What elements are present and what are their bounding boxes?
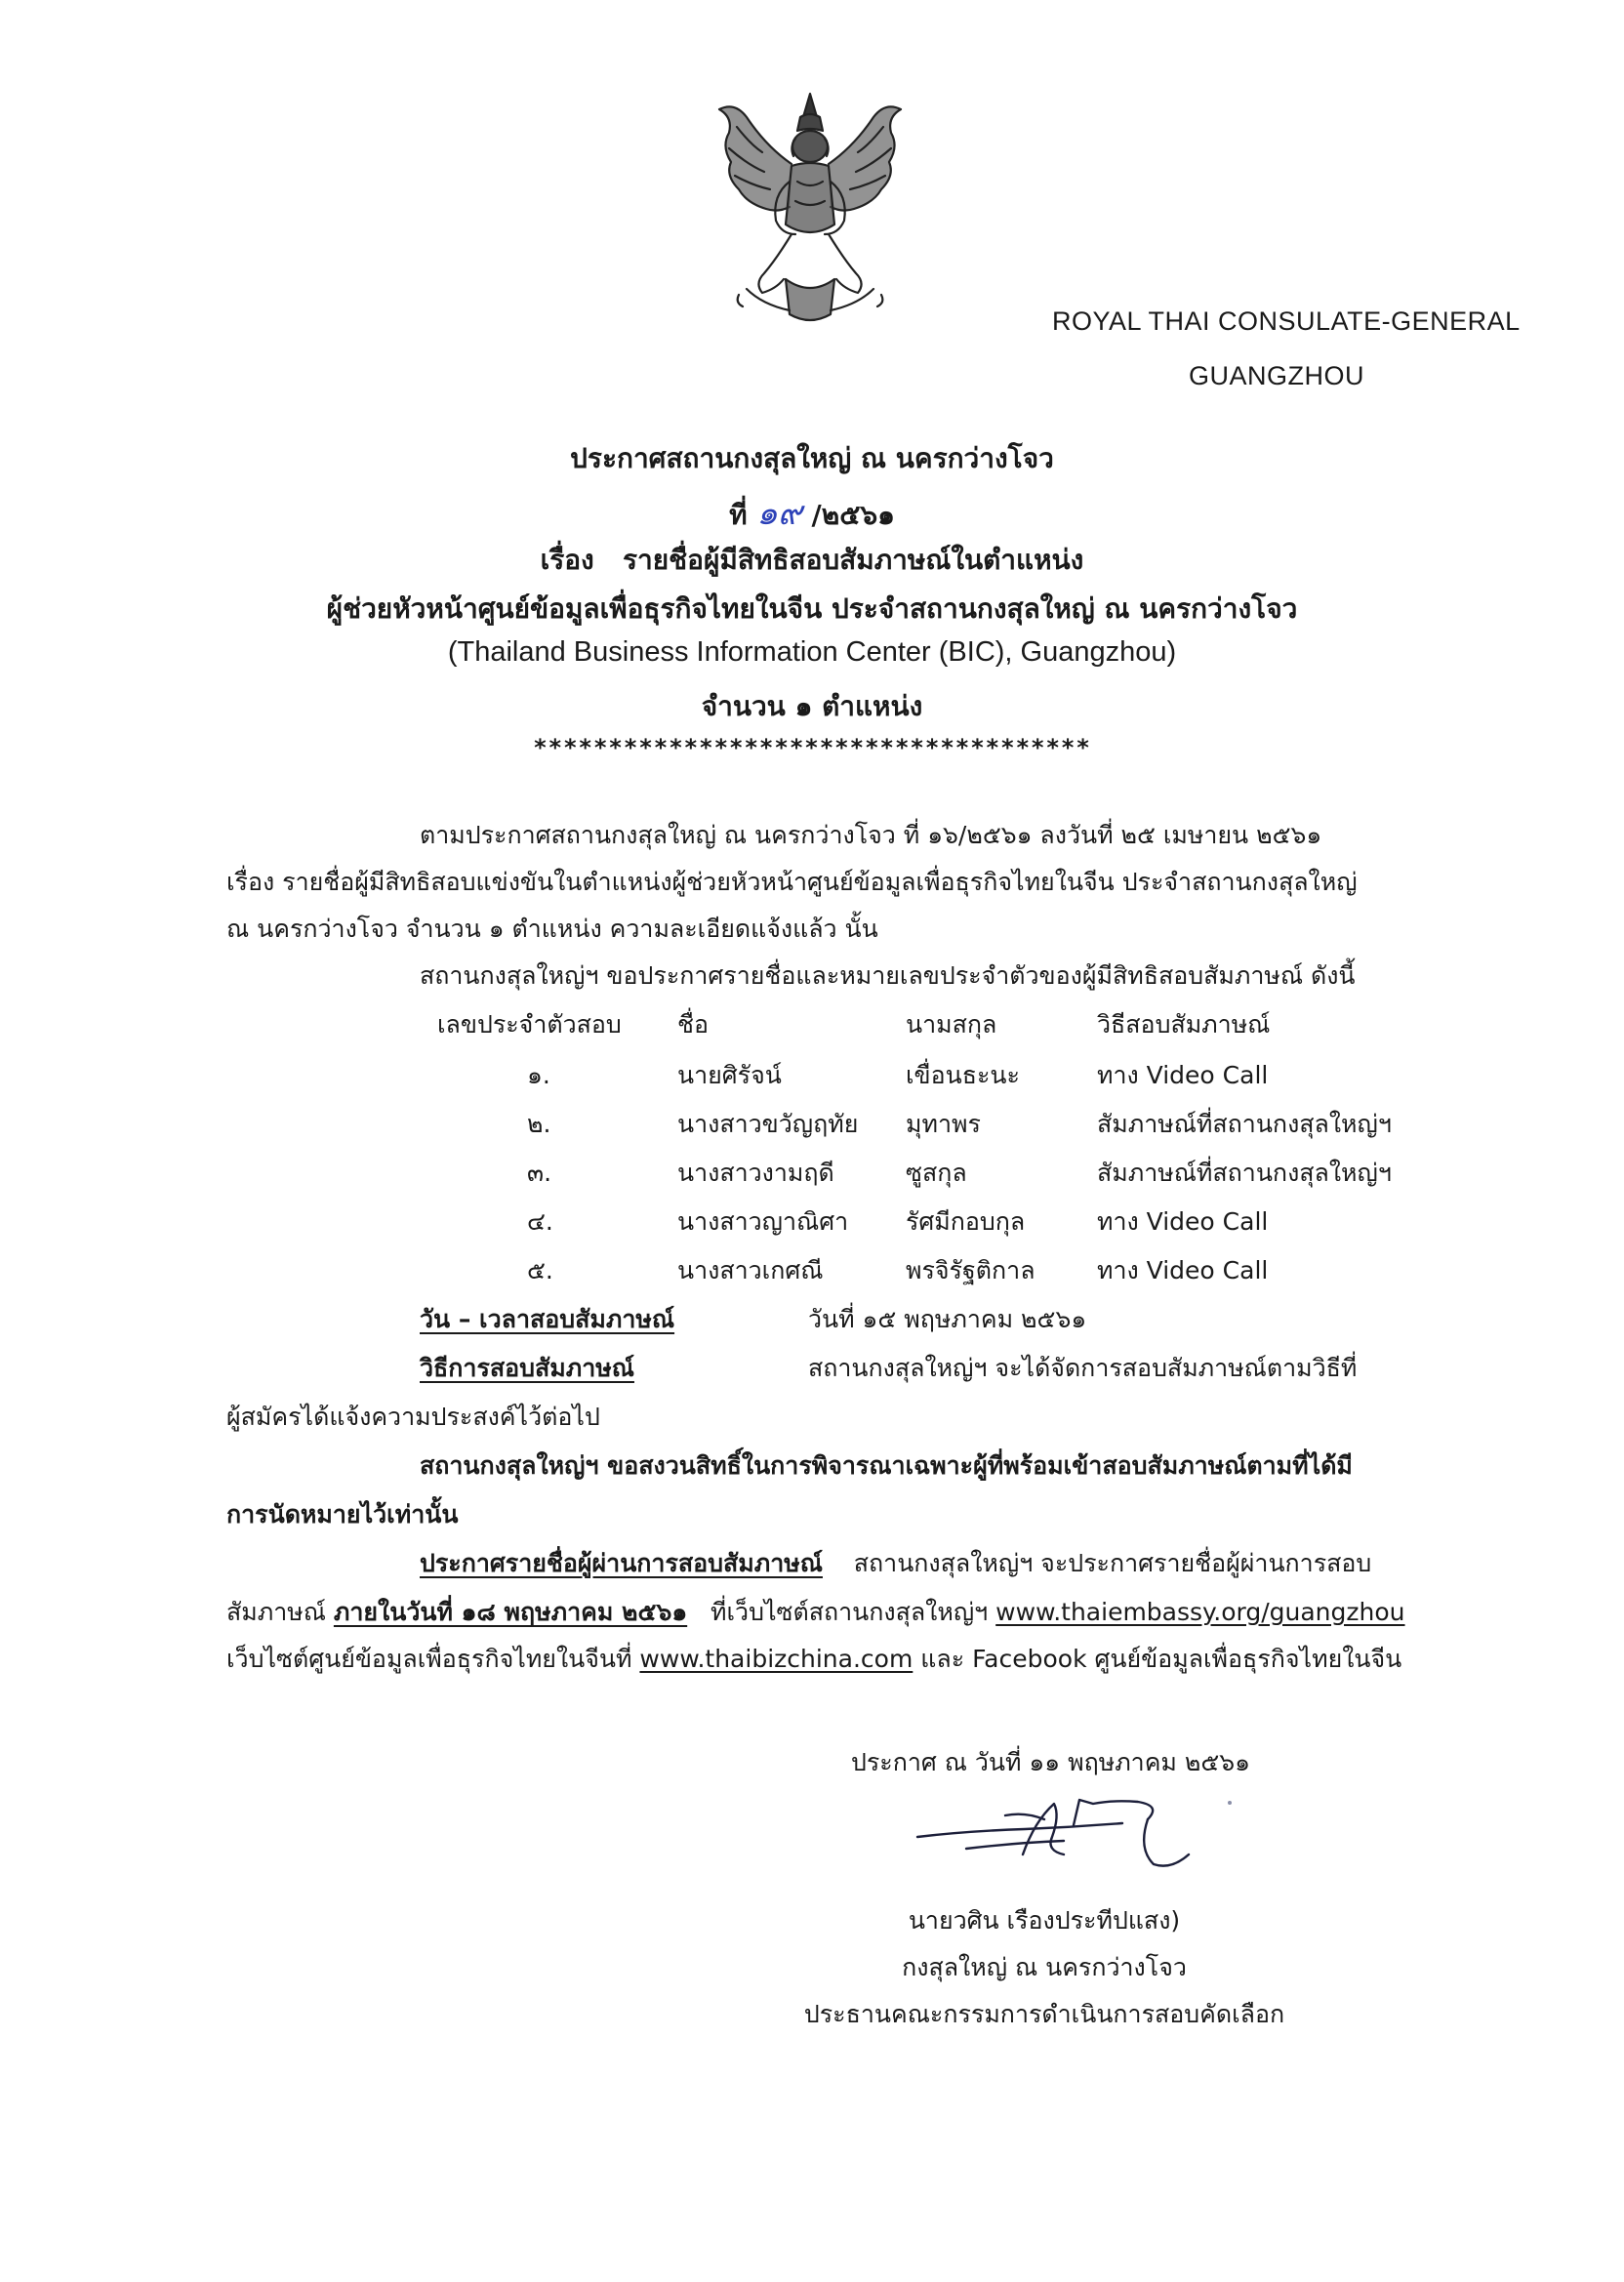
signer-title2: ประธานคณะกรรมการดำเนินการสอบคัดเลือก [803, 2000, 1285, 2028]
row-number: ๓. [527, 1159, 552, 1187]
schedule-datetime-label: วัน – เวลาสอบสัมภาษณ์ [420, 1305, 675, 1333]
schedule-method-label: วิธีการสอบสัมภาษณ์ [420, 1354, 634, 1382]
schedule-datetime-value: วันที่ ๑๕ พฤษภาคม ๒๕๖๑ [808, 1305, 1087, 1333]
row-surname: เขื่อนธะนะ [906, 1061, 1020, 1089]
row-name: นางสาวญาณิศา [677, 1207, 849, 1236]
row-name: นางสาวเกศณี [677, 1256, 824, 1284]
row-number: ๑. [527, 1061, 550, 1089]
row-surname: มุทาพร [906, 1110, 981, 1138]
results-label: ประกาศรายชื่อผู้ผ่านการสอบสัมภาษณ์ [420, 1549, 823, 1577]
row-surname: ซูสกุล [906, 1159, 967, 1187]
paragraph2: สถานกงสุลใหญ่ฯ ขอประกาศรายชื่อและหมายเลขประจำตัวของผู้มีสิทธิสอบสัมภาษณ์ ดังนี้ [420, 961, 1356, 990]
subject-line1 [0, 539, 1624, 582]
table-header-surname: นามสกุล [906, 1010, 997, 1039]
number-suffix: /๒๕๖๑ [811, 499, 895, 531]
row-number: ๒. [527, 1110, 551, 1138]
results-line3-end: และ Facebook ศูนย์ข้อมูลเพื่อธุรกิจไทยในจีน [920, 1645, 1402, 1673]
results-line2-start: สัมภาษณ์ [226, 1598, 326, 1626]
row-method: ทาง Video Call [1097, 1061, 1269, 1089]
results-line1-text: สถานกงสุลใหญ่ฯ จะประกาศรายชื่อผู้ผ่านการสอบ [853, 1549, 1372, 1577]
paragraph1-line2: เรื่อง รายชื่อผู้มีสิทธิสอบแข่งขันในตำแหน่งผู้ช่วยหัวหน้าศูนย์ข้อมูลเพื่อธุรกิจไทยในจีน ประจำสถานกงสุลใหญ่ [226, 868, 1358, 896]
row-method: สัมภาษณ์ที่สถานกงสุลใหญ่ฯ [1097, 1159, 1392, 1187]
schedule-method-value: สถานกงสุลใหญ่ฯ จะได้จัดการสอบสัมภาษณ์ตามวิธีที่ [808, 1354, 1358, 1382]
paragraph1-line3: ณ นครกว่างโจว จำนวน ๑ ตำแหน่ง ความละเอียดแจ้งแล้ว นั้น [226, 915, 878, 943]
signature-dot [1228, 1801, 1232, 1805]
announce-date: ประกาศ ณ วันที่ ๑๑ พฤษภาคม ๒๕๖๑ [851, 1748, 1250, 1776]
consulate-name-line2: GUANGZHOU [1189, 361, 1364, 390]
subject-text1: รายชื่อผู้มีสิทธิสอบสัมภาษณ์ในตำแหน่ง [622, 544, 1084, 576]
signature-icon [908, 1786, 1239, 1874]
paragraph1-line1: ตามประกาศสถานกงสุลใหญ่ ณ นครกว่างโจว ที่ ๑๖/๒๕๖๑ ลงวันที่ ๒๕ เมษายน ๒๕๖๑ [420, 821, 1322, 849]
results-line3-start: เว็บไซต์ศูนย์ข้อมูลเพื่อธุรกิจไทยในจีนที่ [226, 1645, 632, 1673]
subject-label: เรื่อง [540, 544, 594, 576]
subject-line2: ผู้ช่วยหัวหน้าศูนย์ข้อมูลเพื่อธุรกิจไทยในจีน ประจำสถานกงสุลใหญ่ ณ นครกว่างโจว [326, 592, 1298, 625]
row-method: ทาง Video Call [1097, 1256, 1269, 1284]
number-handwritten: ๑๙ [756, 494, 802, 533]
subject-line3: (Thailand Business Information Center (BIC), Guangzhou) [447, 636, 1177, 668]
signer-name: นายวศิน เรืองประทีปแสง) [908, 1906, 1181, 1935]
garuda-emblem-icon [708, 88, 913, 332]
number-prefix: ที่ [729, 499, 748, 531]
row-number: ๕. [527, 1256, 553, 1284]
results-line1 [420, 1544, 1371, 1583]
row-surname: รัศมีกอบกุล [906, 1207, 1026, 1236]
results-line2 [226, 1593, 1405, 1632]
row-name: นางสาวงามฤดี [677, 1159, 834, 1187]
consulate-website-link[interactable]: www.thaiembassy.org/guangzhou [995, 1598, 1405, 1626]
consulate-name-line1: ROYAL THAI CONSULATE-GENERAL [1052, 306, 1521, 336]
schedule-method-continued: ผู้สมัครได้แจ้งความประสงค์ไว้ต่อไป [226, 1403, 600, 1431]
bic-website-link[interactable]: www.thaibizchina.com [639, 1645, 914, 1673]
row-surname: พรจิรัฐติกาล [906, 1256, 1035, 1284]
separator-stars: ************************************* [533, 734, 1091, 761]
announcement-number [0, 486, 1624, 539]
signer-title1: กงสุลใหญ่ ณ นครกว่างโจว [902, 1953, 1187, 1981]
announcement-issuer: ประกาศสถานกงสุลใหญ่ ณ นครกว่างโจว [570, 442, 1054, 474]
results-deadline: ภายในวันที่ ๑๘ พฤษภาคม ๒๕๖๑ [333, 1598, 688, 1626]
row-method: ทาง Video Call [1097, 1207, 1269, 1236]
row-method: สัมภาษณ์ที่สถานกงสุลใหญ่ฯ [1097, 1110, 1392, 1138]
reserve-line2: การนัดหมายไว้เท่านั้น [226, 1500, 459, 1528]
positions-count: จำนวน ๑ ตำแหน่ง [701, 690, 923, 722]
row-number: ๔. [527, 1207, 553, 1236]
results-line3 [226, 1640, 1401, 1679]
table-header-name: ชื่อ [677, 1010, 709, 1039]
table-header-method: วิธีสอบสัมภาษณ์ [1097, 1010, 1271, 1039]
reserve-line1: สถานกงสุลใหญ่ฯ ขอสงวนสิทธิ์ในการพิจารณาเฉพาะผู้ที่พร้อมเข้าสอบสัมภาษณ์ตามที่ได้มี [420, 1451, 1353, 1480]
row-name: นายศิรัจน์ [677, 1061, 782, 1089]
table-header-id: เลขประจำตัวสอบ [437, 1010, 622, 1039]
row-name: นางสาวขวัญฤทัย [677, 1110, 859, 1138]
results-line2-mid: ที่เว็บไซต์สถานกงสุลใหญ่ฯ [710, 1598, 989, 1626]
